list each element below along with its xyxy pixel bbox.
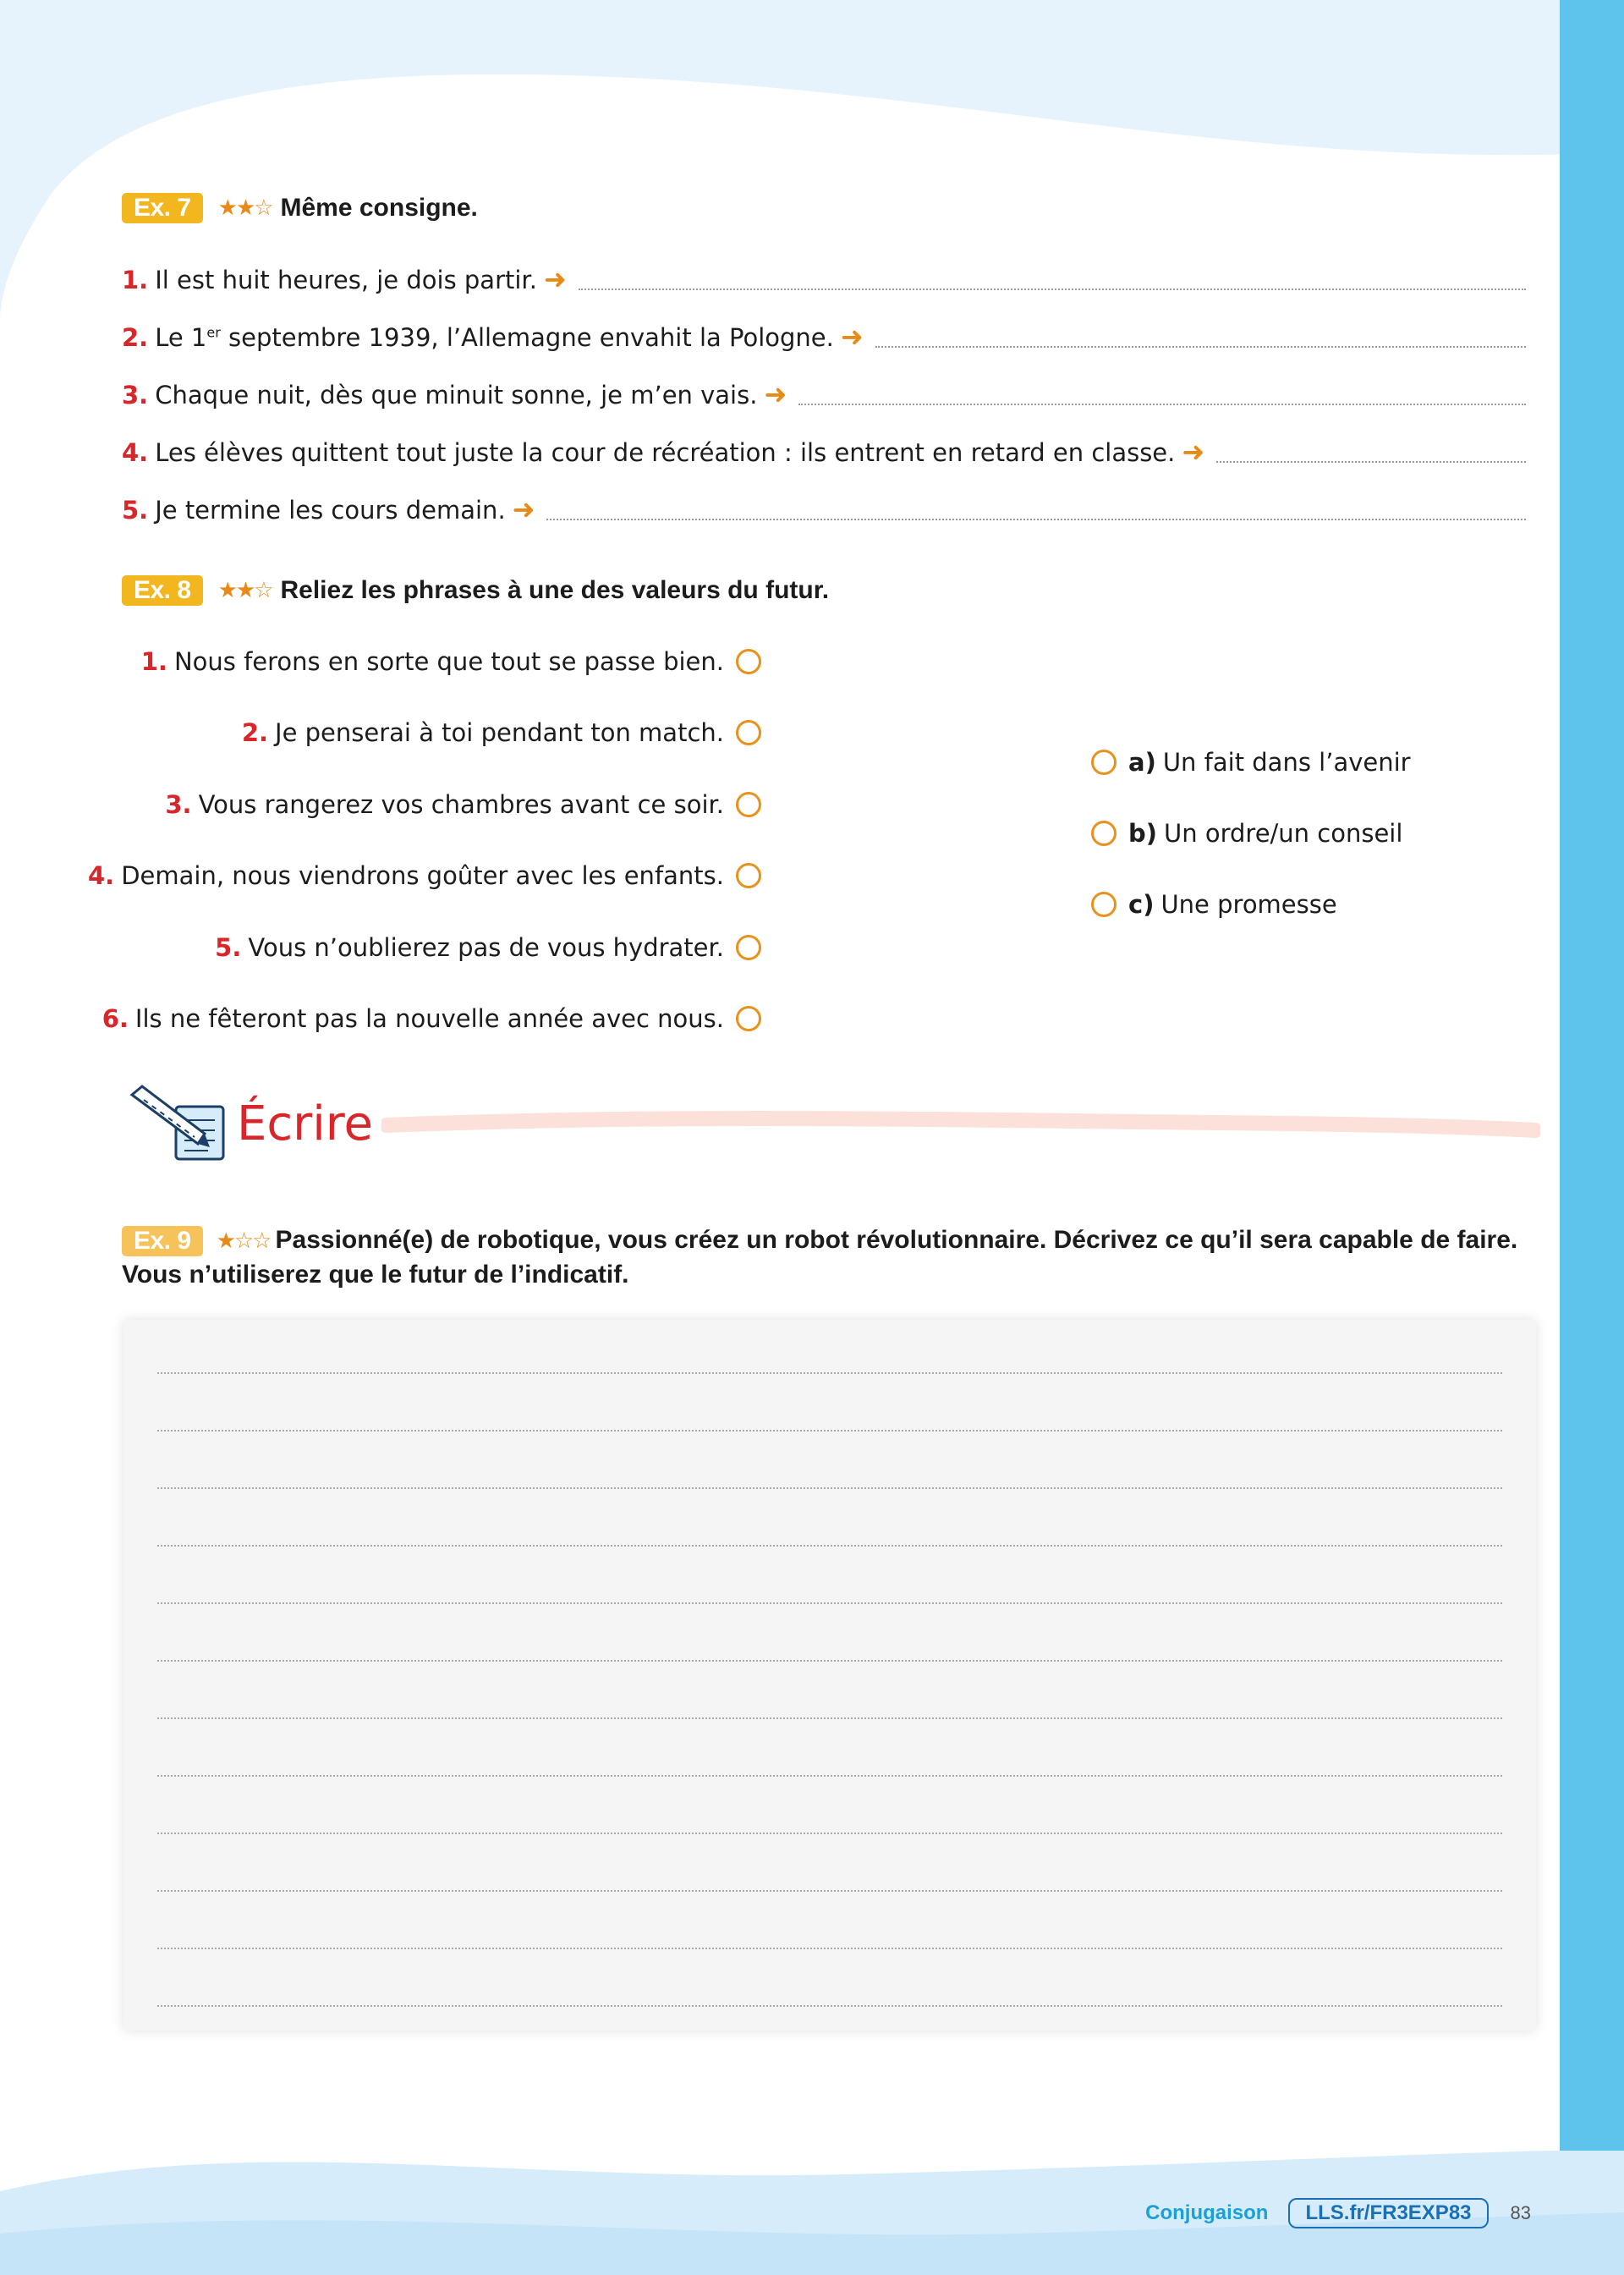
ex8-left-item [88,861,761,890]
ex7-item [122,263,1526,300]
item-letter: b) [1128,819,1158,848]
answer-line[interactable] [875,338,1526,348]
ex9-header [122,1223,1526,1292]
answer-line[interactable] [798,395,1526,405]
item-number: 4. [87,861,115,890]
ex8-badge: Ex. 8 [122,575,203,606]
difficulty-stars-icon: ★★☆ [217,578,272,603]
item-text: Il est huit heures, je dois partir. [155,266,537,294]
link-circle[interactable] [736,792,761,817]
item-text: Demain, nous viendrons goûter avec les enfants. [121,861,724,890]
item-text: Je penserai à toi pendant ton match. [275,718,724,747]
link-circle[interactable] [1091,892,1116,917]
writing-line [157,1487,1502,1489]
ex8-left-item [102,1004,761,1033]
writing-line [157,1717,1502,1719]
ecrire-section-header [127,1083,1540,1164]
ex8-right-item [1091,748,1411,777]
link-circle[interactable] [1091,821,1116,846]
footer-link[interactable]: LLS.fr/FR3EXP83 [1288,2198,1488,2228]
writing-line [157,1833,1502,1834]
link-circle[interactable] [736,1006,761,1031]
item-text: Nous ferons en sorte que tout se passe bien. [173,647,724,676]
ex7-item [122,436,1526,473]
footer-section-name: Conjugaison [1145,2201,1269,2224]
difficulty-stars-icon: ★★☆ [217,195,272,221]
ex8-left-item [242,718,761,747]
ex7-item [122,493,1526,530]
item-number: 6. [102,1004,129,1033]
ex7-item [122,378,1526,415]
writing-line [157,1890,1502,1892]
item-number: 2. [241,718,269,747]
link-circle[interactable] [736,649,761,674]
ex8-left-item [165,790,761,819]
item-number: 3. [165,790,192,819]
ex7-item [122,321,1526,358]
ex8-header [122,575,829,606]
answer-line[interactable] [1216,453,1526,463]
item-text: Les élèves quittent tout juste la cour de récréation : ils entrent en retard en classe. [155,438,1176,467]
ex7-instruction: Même consigne. [280,194,478,222]
item-number: 1. [122,266,149,294]
answer-line[interactable] [546,510,1526,520]
link-circle[interactable] [1091,750,1116,775]
ex7-header [122,193,478,223]
item-letter: c) [1128,890,1155,919]
writing-notebook-icon [127,1083,232,1164]
ex8-left-item [141,647,761,676]
page-footer [1145,2198,1531,2228]
difficulty-stars-icon: ★☆☆ [216,1228,271,1255]
section-title: Écrire [237,1096,373,1151]
answer-line[interactable] [579,280,1526,290]
item-text: Un ordre/un conseil [1164,819,1403,848]
ex7-badge: Ex. 7 [122,193,203,223]
writing-line [157,1430,1502,1431]
item-text: Vous n’oublierez pas de vous hydrater. [248,933,724,962]
side-color-band [1560,0,1624,2151]
item-number: 5. [122,496,149,525]
writing-line [157,1602,1502,1604]
item-number: 5. [215,933,242,962]
item-number: 1. [140,647,167,676]
ex8-right-item [1091,819,1402,848]
arrow-right-icon: ➜ [840,321,864,353]
item-text: Ils ne fêteront pas la nouvelle année avec nous. [134,1004,724,1033]
link-circle[interactable] [736,720,761,745]
writing-line [157,1660,1502,1662]
link-circle[interactable] [736,863,761,888]
item-letter: a) [1128,748,1156,777]
item-text: Vous rangerez vos chambres avant ce soir. [198,790,724,819]
item-text: Chaque nuit, dès que minuit sonne, je m’en vais. [155,381,758,409]
ex8-left-item [215,933,761,962]
ex9-badge: Ex. 9 [122,1226,203,1256]
item-number: 4. [122,438,149,467]
writing-line [157,1545,1502,1547]
page-number: 83 [1510,2202,1531,2223]
item-number: 3. [122,381,149,409]
item-text: Je termine les cours demain. [155,496,506,525]
ex9-instruction: Passionné(e) de robotique, vous créez un robot révolutionnaire. Décrivez ce qu’il sera capable de faire. Vous n’utiliserez que le futur de l’indicatif. [122,1226,1518,1289]
item-text: Une promesse [1160,890,1337,919]
writing-line [157,1775,1502,1777]
arrow-right-icon: ➜ [543,263,567,295]
writing-line [157,1372,1502,1374]
link-circle[interactable] [736,935,761,960]
arrow-right-icon: ➜ [512,493,535,525]
item-text: Le 1er septembre 1939, l’Allemagne envahit la Pologne. [155,323,834,352]
writing-line [157,2005,1502,2007]
item-text: Un fait dans l’avenir [1162,748,1411,777]
arrow-right-icon: ➜ [764,378,787,410]
item-number: 2. [122,323,149,352]
ex8-right-item [1091,890,1337,919]
writing-line [157,1948,1502,1949]
brush-stroke-divider [381,1107,1540,1140]
writing-area[interactable] [123,1320,1536,2030]
arrow-right-icon: ➜ [1182,436,1205,468]
ex8-instruction: Reliez les phrases à une des valeurs du futur. [280,576,830,604]
